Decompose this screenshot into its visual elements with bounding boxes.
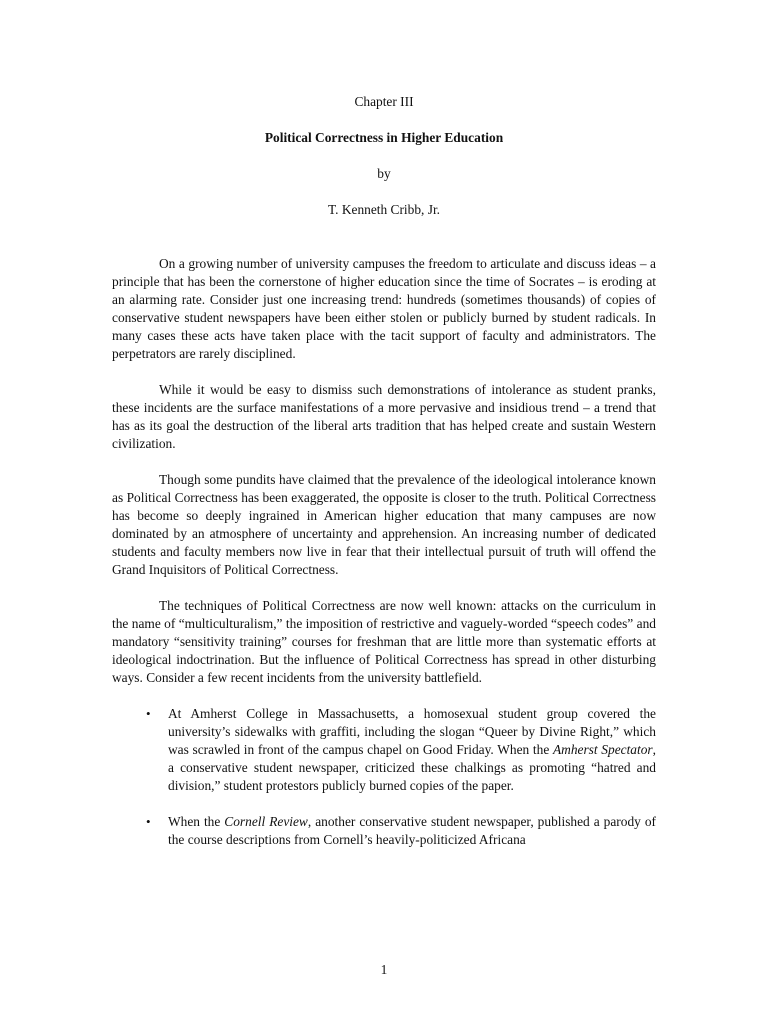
- byline-by: by: [377, 166, 391, 181]
- list-item-text: At Amherst College in Massachusetts, a homosexual student group covered the university’s sidewalks with graffiti, including the slogan “Queer by Divine Right,” which was scrawled in front of the campus chapel on Good Friday. When the: [168, 706, 656, 757]
- chapter-heading: Chapter III: [354, 94, 414, 109]
- list-item-text: When the: [168, 814, 225, 829]
- document-title: Political Correctness in Higher Education: [264, 130, 504, 145]
- publication-name: Amherst Spectator: [552, 742, 653, 757]
- incident-list: [112, 705, 656, 849]
- paragraph-2: While it would be easy to dismiss such demonstrations of intolerance as student pranks, these incidents are the surface manifestations of a more pervasive and insidious trend – a trend that has as its goal the destruction of the liberal arts tradition that has helped create and sustain Western civilization.: [112, 382, 656, 451]
- list-item-text: , another conservative student newspaper, published a parody of the course descriptions from Cornell’s heavily-politicized Africana: [168, 814, 656, 847]
- list-item-text: , a conservative student newspaper, criticized these chalkings as promoting “hatred and division,” student protestors publicly burned copies of the paper.: [168, 742, 656, 793]
- document-body: [112, 255, 656, 867]
- paragraph-4: The techniques of Political Correctness are now well known: attacks on the curriculum in the name of “multiculturalism,” the imposition of restrictive and vaguely-worded “speech codes” and mandatory “sensitivity training” courses for freshman that are little more than systematic efforts at ideological indoctrination. But the influence of Political Correctness has spread in other disturbing ways. Consider a few recent incidents from the university battlefield.: [112, 598, 656, 685]
- paragraph-3: Though some pundits have claimed that the prevalence of the ideological intolerance known as Political Correctness has been exaggerated, the opposite is closer to the truth. Political Correctness has become so deeply ingrained in American higher education that many campuses are now dominated by an atmosphere of uncertainty and apprehension. An increasing number of dedicated students and faculty members now live in fear that their intellectual pursuit of truth will offend the Grand Inquisitors of Political Correctness.: [112, 472, 656, 577]
- bullet-icon: •: [146, 814, 151, 829]
- publication-name: Cornell Review: [224, 814, 308, 829]
- paragraph-1: On a growing number of university campuses the freedom to articulate and discuss ideas – a principle that has been the cornerstone of higher education since the time of Socrates – is eroding at an alarming rate. Consider just one increasing trend: hundreds (sometimes thousands) of copies of conservative student newspapers have been either stolen or publicly burned by student radicals. In many cases these acts have taken place with the tacit support of faculty and administrators. The perpetrators are rarely disciplined.: [112, 256, 656, 361]
- bullet-icon: •: [146, 706, 151, 721]
- list-item-amherst: [112, 705, 656, 795]
- author-name: T. Kenneth Cribb, Jr.: [327, 202, 441, 217]
- list-item-cornell: [112, 813, 656, 849]
- page-number: 1: [380, 962, 388, 977]
